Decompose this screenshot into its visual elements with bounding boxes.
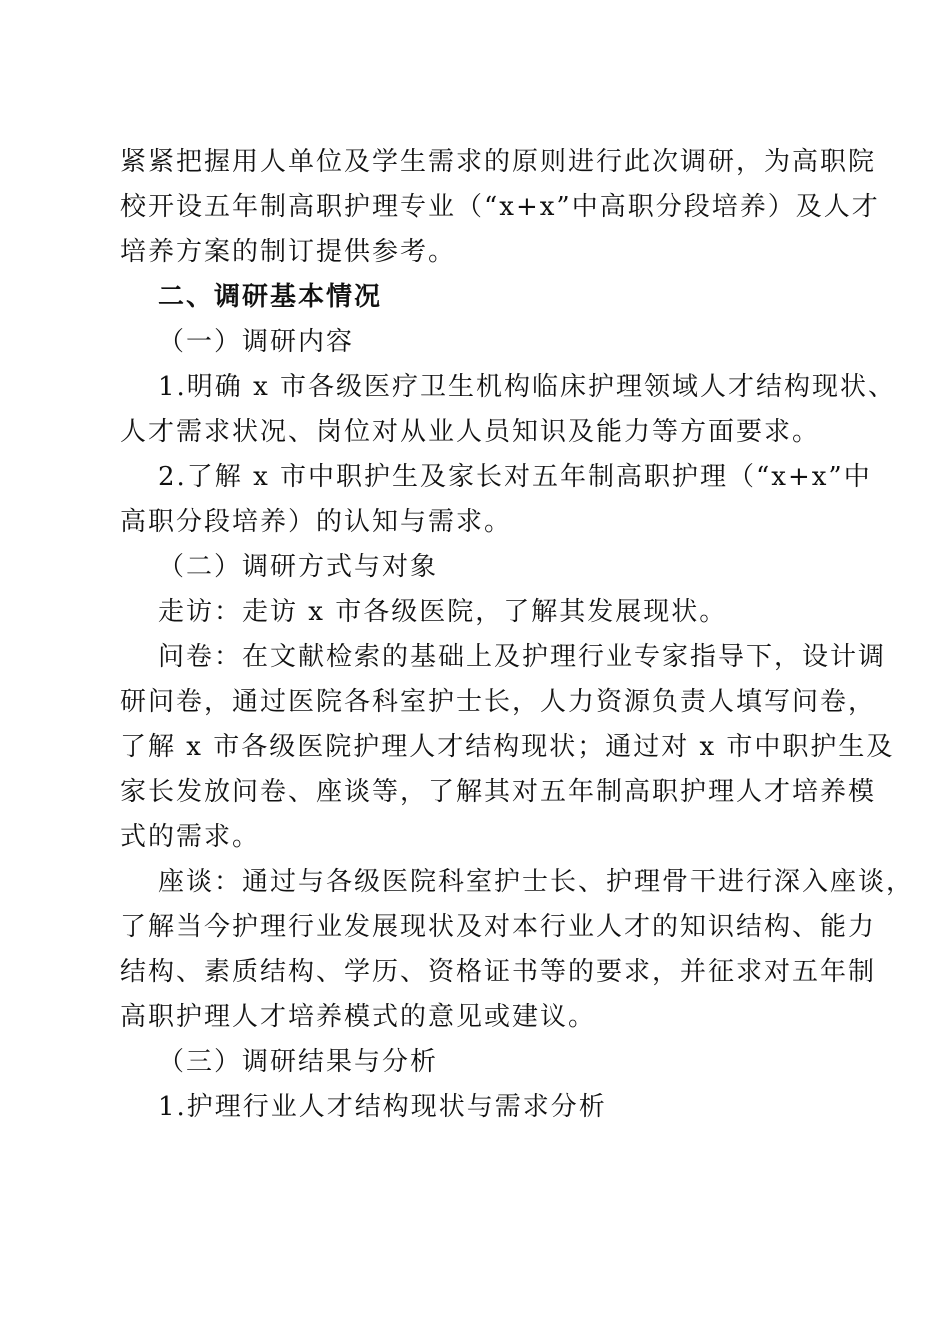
text-line: 研问卷，通过医院各科室护士长，人力资源负责人填写问卷， xyxy=(120,687,877,717)
text-line: 1.护理行业人才结构现状与需求分析 xyxy=(158,1092,607,1122)
text-line: 校开设五年制高职护理专业（“x+x”中高职分段培养）及人才 xyxy=(120,192,880,222)
text-line: 紧紧把握用人单位及学生需求的原则进行此次调研，为高职院 xyxy=(120,147,877,177)
text-line: 家长发放问卷、座谈等，了解其对五年制高职护理人才培养模 xyxy=(120,777,877,807)
text-line: 结构、素质结构、学历、资格证书等的要求，并征求对五年制 xyxy=(120,957,877,987)
text-line: 人才需求状况、岗位对从业人员知识及能力等方面要求。 xyxy=(120,417,821,447)
text-line: 座谈：通过与各级医院科室护士长、护理骨干进行深入座谈， xyxy=(158,867,915,897)
text-line: （三）调研结果与分析 xyxy=(158,1047,439,1077)
text-line: 了解当今护理行业发展现状及对本行业人才的知识结构、能力 xyxy=(120,912,877,942)
text-line: （二）调研方式与对象 xyxy=(158,552,439,582)
text-line: 培养方案的制订提供参考。 xyxy=(120,237,457,267)
text-line: 了解 x 市各级医院护理人才结构现状；通过对 x 市中职护生及 xyxy=(120,732,895,762)
text-line: 1.明确 x 市各级医疗卫生机构临床护理领域人才结构现状、 xyxy=(158,372,896,402)
text-line: 式的需求。 xyxy=(120,822,261,852)
text-line: 高职护理人才培养模式的意见或建议。 xyxy=(120,1002,597,1032)
section-heading: 二、调研基本情况 xyxy=(158,282,383,312)
text-line: （一）调研内容 xyxy=(158,327,355,357)
text-line: 高职分段培养）的认知与需求。 xyxy=(120,507,513,537)
document-body xyxy=(120,140,915,1130)
text-line: 2.了解 x 市中职护生及家长对五年制高职护理（“x+x”中 xyxy=(158,462,872,492)
text-line: 走访：走访 x 市各级医院，了解其发展现状。 xyxy=(158,597,728,627)
text-line: 问卷：在文献检索的基础上及护理行业专家指导下，设计调 xyxy=(158,642,887,672)
